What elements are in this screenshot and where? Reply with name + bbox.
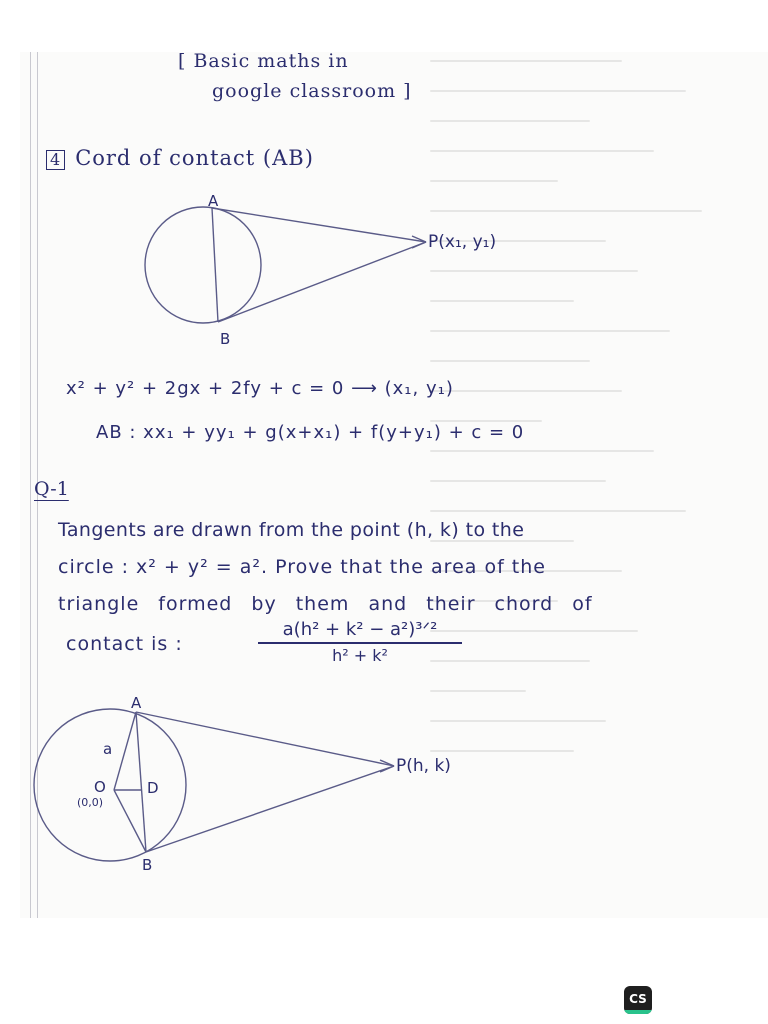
figure-2-radius-ob (114, 790, 146, 852)
figure-2-chord-ab (136, 712, 146, 852)
figure-2-label-b: B (142, 856, 153, 874)
section-heading-text: Cord of contact (AB) (75, 146, 314, 170)
circle-equation: x² + y² + 2gx + 2fy + c = 0 ⟶ (x₁, y₁) (66, 378, 454, 399)
figure-2-label-o: O (94, 778, 106, 796)
figure-1-label-p: P(x₁, y₁) (428, 232, 497, 252)
figure-2-label-radius: a (103, 740, 113, 758)
camscanner-logo-badge: CS (624, 986, 652, 1014)
figure-2-label-p: P(h, k) (396, 756, 451, 776)
figure-2-label-d: D (147, 779, 159, 797)
question-line-4: contact is : (66, 633, 183, 655)
chord-of-contact-equation: AB : xx₁ + yy₁ + g(x+x₁) + f(y+y₁) + c = 0 (96, 422, 525, 443)
figure-1-label-a: A (208, 192, 219, 210)
figure-2-label-origin: (0,0) (77, 796, 104, 809)
question-line-3: triangle formed by them and their chord of (58, 593, 593, 615)
question-line-2: circle : x² + y² = a². Prove that the area of the (58, 556, 546, 578)
section-number-box: 4 (46, 150, 65, 170)
figure-2-tangent-pb (146, 766, 394, 852)
area-formula-denominator: h² + k² (332, 645, 388, 665)
area-formula-numerator: a(h² + k² − a²)³ᐟ² (282, 619, 438, 640)
figure-2-radius-oa (114, 712, 136, 790)
question-line-1: Tangents are drawn from the point (h, k) to the (58, 519, 525, 541)
title-line-2: google classroom ] (212, 80, 412, 102)
question-label: Q-1 (34, 478, 69, 500)
title-line-1: [ Basic maths in (178, 50, 349, 72)
figure-2-arrow-head-lower (380, 766, 394, 772)
figure-2-tangent-pa (136, 712, 394, 766)
figure-1-label-b: B (220, 330, 231, 348)
figure-2-label-a: A (131, 694, 142, 712)
figure-2-circle (34, 709, 186, 861)
